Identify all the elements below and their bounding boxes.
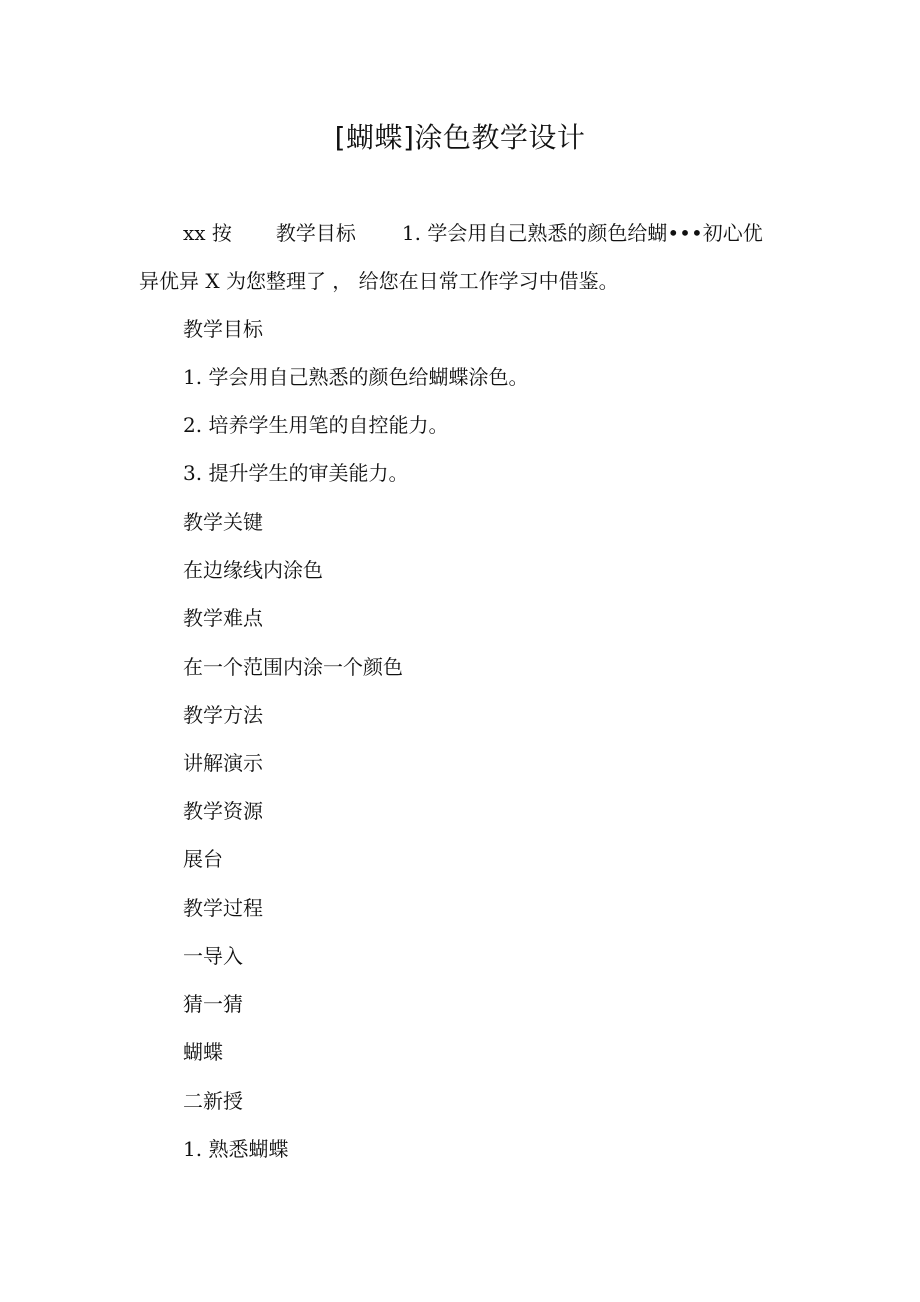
paragraph: 1. 熟悉蝴蝶 <box>183 1137 289 1161</box>
paragraph: 3. 提升学生的审美能力。 <box>183 461 409 485</box>
paragraph: 教学方法 <box>183 703 263 727</box>
paragraph: 教学难点 <box>183 606 263 630</box>
paragraph: 1. 学会用自己熟悉的颜色给蝴蝶涂色。 <box>183 365 529 389</box>
intro-part-2: 教学目标 <box>275 221 356 245</box>
paragraph: 蝴蝶 <box>183 1040 223 1064</box>
paragraph: 教学过程 <box>183 896 263 920</box>
paragraph: 猜一猜 <box>183 992 243 1016</box>
paragraph: 2. 培养学生用笔的自控能力。 <box>183 413 449 437</box>
document-title: [蝴蝶]涂色教学设计 <box>334 121 586 154</box>
intro-part-1: xx 按 <box>183 221 232 245</box>
paragraph: 二新授 <box>183 1089 243 1113</box>
paragraph: 在一个范围内涂一个颜色 <box>183 655 403 679</box>
intro-line-1 <box>183 218 763 248</box>
paragraph: 教学目标 <box>183 317 263 341</box>
paragraph: 教学资源 <box>183 799 263 823</box>
paragraph: 讲解演示 <box>183 751 263 775</box>
paragraph: 在边缘线内涂色 <box>183 558 323 582</box>
paragraph: 一导入 <box>183 944 243 968</box>
paragraph: 教学关键 <box>183 510 263 534</box>
paragraph: 展台 <box>183 847 223 871</box>
intro-part-3: 1. 学会用自己熟悉的颜色给蝴•••初心优 <box>401 221 763 245</box>
intro-line-2: 异优异 X 为您整理了 ， 给您在日常工作学习中借鉴。 <box>139 269 619 293</box>
